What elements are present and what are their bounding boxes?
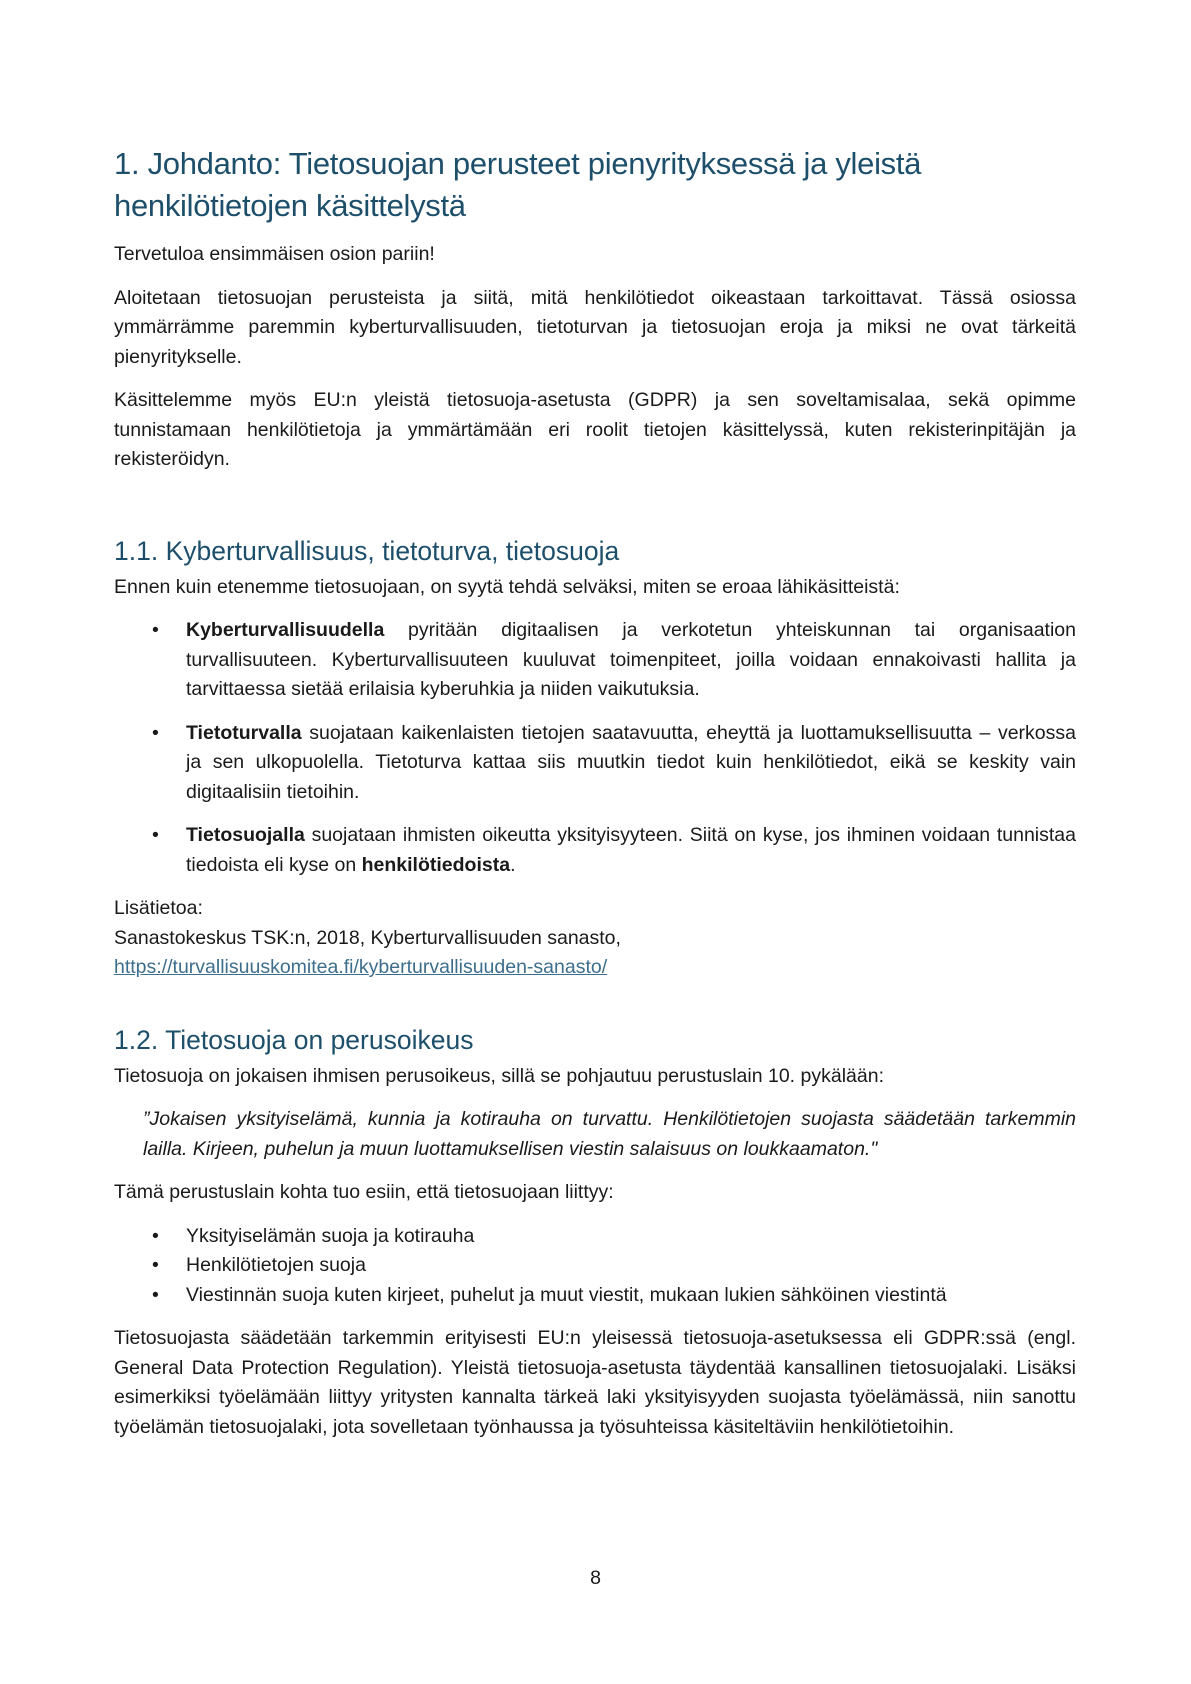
welcome-text: Tervetuloa ensimmäisen osion pariin!	[114, 243, 435, 265]
term-tietosuoja: Tietosuojalla	[186, 824, 305, 846]
bullet-icon: •	[152, 721, 159, 744]
list-item	[114, 1251, 1076, 1281]
chapter-heading: 1. Johdanto: Tietosuojan perusteet pienyrityksessä ja yleistä henkilötietojen käsittelystä	[114, 146, 922, 223]
privacy-aspects-list	[114, 1222, 1076, 1311]
bullet-icon: •	[152, 1224, 159, 1247]
list-item	[114, 821, 1076, 880]
page-content	[114, 143, 1076, 1442]
section-1-2-lead: Tietosuoja on jokaisen ihmisen perusoikeus, sillä se pohjautuu perustuslain 10. pykälään:	[114, 1064, 884, 1087]
list-item	[114, 1281, 1076, 1311]
term-description: suojataan ihmisten oikeutta yksityisyyteen. Siitä on kyse, jos ihminen voidaan tunnistaa tiedoista eli kyse on	[186, 824, 1076, 876]
term-description: pyritään digitaalisen ja verkotetun yhteiskunnan tai organisaation turvallisuuteen. Kyberturvallisuuteen kuuluvat toimenpiteet, joilla voidaan ennakoivasti hallita ja tarvittaessa sietää erilaisia kyberuhkia ja niiden vaikutuksia.	[186, 619, 1076, 700]
source-reference: Sanastokeskus TSK:n, 2018, Kyberturvallisuuden sanasto,	[114, 926, 621, 949]
concepts-list	[114, 616, 1076, 880]
bullet-icon: •	[152, 1283, 159, 1306]
vocabulary-link[interactable]: https://turvallisuuskomitea.fi/kyberturvallisuuden-sanasto/	[114, 956, 608, 978]
term-tietoturva: Tietoturvalla	[186, 721, 302, 744]
sentence-end: .	[510, 853, 516, 876]
list-item	[114, 616, 1076, 705]
section-1-1-lead: Ennen kuin etenemme tietosuojaan, on syytä tehdä selväksi, miten se eroaa lähikäsitteistä:	[114, 575, 900, 598]
bullet-icon: •	[152, 1254, 159, 1276]
intro-paragraph-1: Aloitetaan tietosuojan perusteista ja siitä, mitä henkilötiedot oikeastaan tarkoittavat. Tässä osiossa ymmärrämme paremmin kyberturvallisuuden, tietoturvan ja tietosuojan eroja ja miksi ne ovat tärkeitä pienyritykselle.	[114, 286, 1076, 368]
section-1-1-heading: 1.1. Kyberturvallisuus, tietoturva, tietosuoja	[114, 535, 620, 566]
intro-paragraph-2: Käsittelemme myös EU:n yleistä tietosuoja-asetusta (GDPR) ja sen soveltamisalaa, sekä opimme tunnistamaan henkilötietoja ja ymmärtämään eri roolit tietojen käsittelyssä, kuten rekisterinpitäjän ja rekisteröidyn.	[114, 389, 1076, 470]
list-item	[114, 1222, 1076, 1252]
list-item-text: Henkilötietojen suoja	[186, 1254, 366, 1276]
closing-paragraph: Tietosuojasta säädetään tarkemmin erityisesti EU:n yleisessä tietosuoja-asetuksessa eli GDPR:ssä (engl. General Data Protection Regulation). Yleistä tietosuoja-asetusta täydentää kansallinen tietosuojalaki. Lisäksi esimerkiksi työelämään liittyy yritysten kannalta tärkeä laki yksityisyyden suojasta työelämässä, niin sanottu työelämän tietosuojalaki, jota sovelletaan työnhaussa ja työsuhteissa käsiteltäviin henkilötietoihin.	[114, 1327, 1076, 1438]
section-1-2-heading: 1.2. Tietosuoja on perusoikeus	[114, 1024, 474, 1055]
more-info-label: Lisätietoa:	[114, 897, 203, 919]
term-kyberturvallisuus: Kyberturvallisuudella	[186, 619, 385, 641]
constitution-quote: ”Jokaisen yksityiselämä, kunnia ja kotirauha on turvattu. Henkilötietojen suojasta säädetään tarkemmin lailla. Kirjeen, puhelun ja muun luottamuksellisen viestin salaisuus on loukkaamaton."	[143, 1108, 1076, 1160]
page-number: 8	[590, 1567, 601, 1589]
term-description: suojataan kaikenlaisten tietojen saatavuutta, eheyttä ja luottamuksellisuutta – verkossa ja sen ulkopuolella. Tietoturva kattaa siis muutkin tiedot kuin henkilötiedot, eikä se keskity vain digitaalisiin tietoihin.	[186, 721, 1076, 803]
list-item	[114, 719, 1076, 808]
list-item-text: Viestinnän suoja kuten kirjeet, puhelut ja muut viestit, mukaan lukien sähköinen viestintä	[186, 1283, 947, 1306]
bullet-icon: •	[152, 824, 159, 846]
bullet-icon: •	[152, 619, 159, 641]
emphasis-henkilotiedoista: henkilötiedoista	[361, 853, 511, 876]
list-item-text: Yksityiselämän suoja ja kotirauha	[186, 1224, 475, 1247]
after-quote-text: Tämä perustuslain kohta tuo esiin, että tietosuojaan liittyy:	[114, 1181, 614, 1203]
